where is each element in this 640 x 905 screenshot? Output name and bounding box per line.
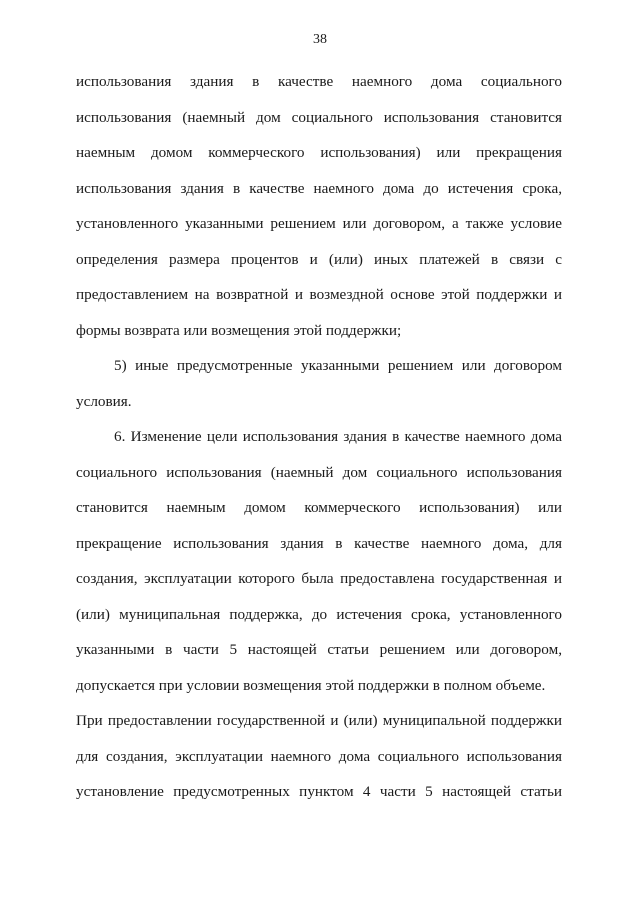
text-line: 6. Изменение цели использования здания в качестве наемного дома xyxy=(114,428,562,445)
text-line: создания, эксплуатации которого была предоставлена государственная и xyxy=(76,570,562,587)
text-line: (или) муниципальная поддержка, до истечения срока, установленного xyxy=(76,605,562,623)
text-line: определения размера процентов и (или) иных платежей в связи с xyxy=(76,250,562,268)
text-line: установленного указанными решением или договором, а также условие xyxy=(76,215,562,232)
text-line: установление предусмотренных пунктом 4 части 5 настоящей статьи xyxy=(76,783,562,800)
text-line: прекращение использования здания в качестве наемного дома, для xyxy=(76,534,562,552)
text-line: допускается при условии возмещения этой поддержки в полном объеме. xyxy=(76,676,546,694)
text-line: условия. xyxy=(76,392,132,410)
text-line: формы возврата или возмещения этой поддержки; xyxy=(76,321,402,339)
body-text xyxy=(76,64,562,810)
text-line: использования (наемный дом социального использования становится xyxy=(76,108,562,126)
text-line: социального использования (наемный дом социального использования xyxy=(76,463,562,481)
text-line: При предоставлении государственной и (или) муниципальной поддержки xyxy=(76,712,562,729)
text-line: предоставлением на возвратной и возмездной основе этой поддержки и xyxy=(76,286,562,303)
text-line: указанными в части 5 настоящей статьи решением или договором, xyxy=(76,641,562,658)
text-line: для создания, эксплуатации наемного дома социального использования xyxy=(76,747,562,765)
text-line: 5) иные предусмотренные указанными решением или договором xyxy=(114,357,562,374)
page-number: 38 xyxy=(313,32,327,47)
text-line: использования здания в качестве наемного дома социального xyxy=(76,73,562,90)
text-line: наемным домом коммерческого использования) или прекращения xyxy=(76,144,562,161)
text-line: становится наемным домом коммерческого использования) или xyxy=(76,499,562,516)
text-line: использования здания в качестве наемного дома до истечения срока, xyxy=(76,179,562,197)
